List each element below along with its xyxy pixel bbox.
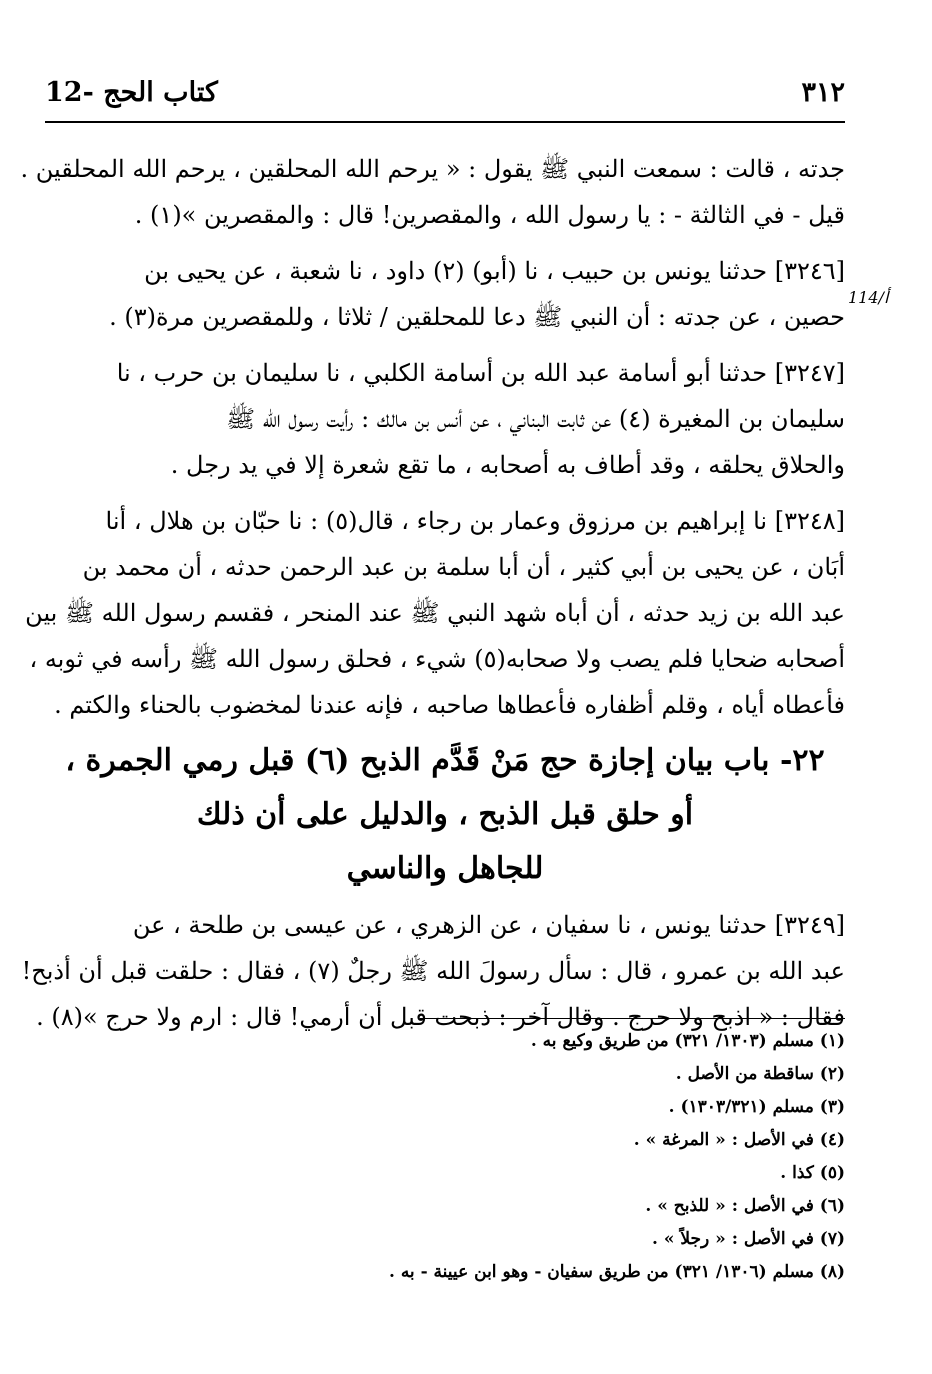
text-line: حصين ، عن جدته : أن النبي ﷺ دعا للمحلقين / ثلاثا ، وللمقصرين مرة(٣) . <box>109 303 845 331</box>
hadith-line: [٣٢٤٧] حدثنا أبو أسامة عبد الله بن أسامة الكلبي ، نا سليمان بن حرب ، نا <box>116 359 845 387</box>
page-number: ٣١٢ <box>801 76 845 108</box>
text-line: أبَان ، عن يحيى بن أبي كثير ، أن أبا سلمة بن عبد الرحمن حدثه ، أن محمد بن <box>82 553 845 581</box>
text-line: فأعطاه أياه ، وقلم أظفاره فأعطاها صاحبه ، فإنه عندنا لمخضوب بالحناء والكتم . <box>54 691 845 719</box>
footnote: (٦) في الأصل : « للذبح » . <box>645 1196 845 1216</box>
text-line: عبد الله بن عمرو ، قال : سأل رسولَ الله ﷺ رجلٌ (٧) ، فقال : حلقت قبل أن أذبح! <box>21 957 845 985</box>
manuscript-folio-marker: 114/أ <box>848 288 889 307</box>
footnote: (٨) مسلم (١٣٠٦/ ٣٢١) من طريق سفيان - وهو ابن عيينة - به . <box>388 1262 845 1282</box>
text-line: جدته ، قالت : سمعت النبي ﷺ يقول : « يرحم الله المحلقين ، يرحم الله المحلقين . <box>20 155 845 183</box>
hadith-line: [٣٢٤٨] نا إبراهيم بن مرزوق وعمار بن رجاء ، قال(٥) : نا حبّان بن هلال ، أنا <box>105 507 845 535</box>
footnote: (٧) في الأصل : « رجلاً » . <box>652 1229 845 1249</box>
footnote: (٣) مسلم (١٣٠٣/٣٢١) . <box>668 1097 845 1117</box>
chapter-heading-line: ٢٢- باب بيان إجازة حج مَنْ قَدَّم الذبح (٦) قبل رمي الجمرة ، <box>65 743 825 778</box>
text-line: قيل - في الثالثة - : يا رسول الله ، والمقصرين! قال : والمقصرين »(١) . <box>134 201 845 229</box>
chapter-title: 12- كتاب الحج <box>45 76 218 108</box>
text-line: أصحابه ضحايا فلم يصب ولا صحابه(٥) شيء ، فحلق رسول الله ﷺ رأسه في ثوبه ، <box>29 645 845 673</box>
chapter-heading-line: للجاهل والناسي <box>346 851 544 886</box>
chapter-heading-line: أو حلق قبل الذبح ، والدليل على أن ذلك <box>196 797 694 832</box>
text-line: عبد الله بن زيد حدثه ، أن أباه شهد النبي ﷺ عند المنحر ، فقسم رسول الله ﷺ بين <box>25 599 845 627</box>
footnote: (٤) في الأصل : « المرغة » . <box>633 1130 845 1150</box>
running-header <box>45 72 845 112</box>
footnote: (٥) كذا . <box>780 1163 845 1183</box>
header-rule <box>45 121 845 123</box>
hadith-line: [٣٢٤٦] حدثنا يونس بن حبيب ، نا (أبو) (٢) داود ، نا شعبة ، عن يحيى بن <box>144 257 845 285</box>
hadith-line: [٣٢٤٩] حدثنا يونس ، نا سفيان ، عن الزهري ، عن عيسى بن طلحة ، عن <box>132 911 845 939</box>
footnote: (١) مسلم (١٣٠٣/ ٣٢١) من طريق وكيع به . <box>530 1031 845 1051</box>
text-line: والحلاق يحلقه ، وقد أطاف به أصحابه ، ما تقع شعرة إلا في يد رجل . <box>170 451 845 479</box>
text-line: سليمان بن المغيرة (٤) عن ثابت البناني ، عن أنس بن مالك : رأيت رسول الله ﷺ <box>226 405 845 433</box>
main-text <box>20 146 845 1040</box>
footnote-separator <box>420 1018 845 1019</box>
text-line: فقال : « اذبح ولا حرج . وقال آخر : ذبحت قبل أن أرمي! قال : ارم ولا حرج »(٨) . <box>36 1003 845 1031</box>
footnote: (٢) ساقطة من الأصل . <box>675 1064 845 1084</box>
footnotes <box>45 1025 845 1289</box>
